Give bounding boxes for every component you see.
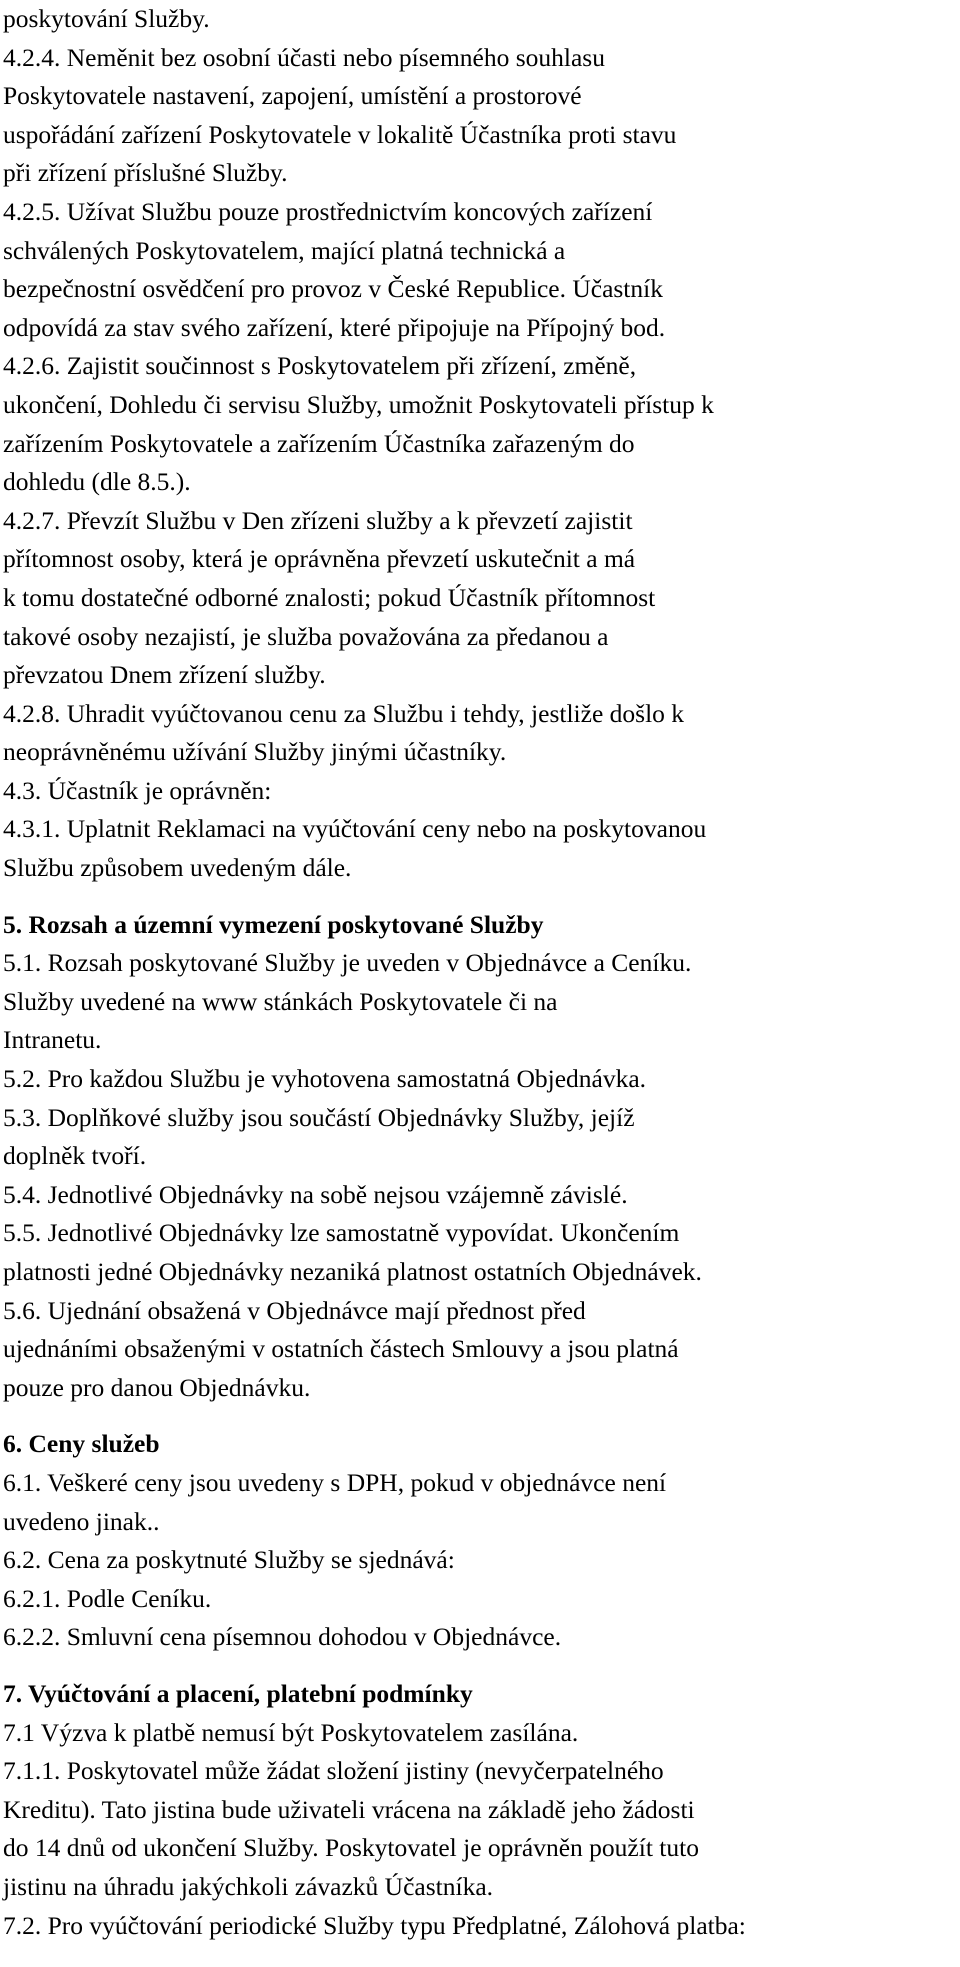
- text-line: 5.4. Jednotlivé Objednávky na sobě nejsou vzájemně závislé.: [3, 1179, 628, 1209]
- paragraph: [3, 695, 958, 772]
- text-line: Služby uvedené na www stánkách Poskytovatele či na: [3, 986, 558, 1016]
- text-line: Intranetu.: [3, 1025, 102, 1055]
- text-line: 6.2.2. Smluvní cena písemnou dohodou v Objednávce.: [3, 1622, 562, 1652]
- paragraph: [3, 1099, 958, 1176]
- paragraph: [3, 0, 958, 39]
- section-heading: [3, 1675, 958, 1714]
- paragraph: [3, 347, 958, 501]
- section-spacer: [3, 1657, 958, 1675]
- paragraph: [3, 1464, 958, 1541]
- heading-text: 7. Vyúčtování a placení, platební podmínky: [3, 1678, 473, 1708]
- text-line: platnosti jedné Objednávky nezaniká platnost ostatních Objednávek.: [3, 1257, 702, 1286]
- paragraph: [3, 810, 958, 887]
- text-line: Službu způsobem uvedeným dále.: [3, 853, 352, 883]
- text-line: k tomu dostatečné odborné znalosti; pokud Účastník přítomnost: [3, 582, 656, 612]
- paragraph: [3, 1580, 958, 1619]
- paragraph: [3, 1176, 958, 1215]
- text-line: odpovídá za stav svého zařízení, které připojuje na Přípojný bod.: [3, 312, 666, 342]
- text-line: ukončení, Dohledu či servisu Služby, umožnit Poskytovateli přístup k: [3, 389, 714, 419]
- text-line: přítomnost osoby, která je oprávněna převzetí uskutečnit a má: [3, 544, 636, 574]
- section-heading: [3, 1425, 958, 1464]
- text-line: bezpečnostní osvědčení pro provoz v České Republice. Účastník: [3, 274, 663, 304]
- text-line: jistinu na úhradu jakýchkoli závazků Účastníka.: [3, 1871, 494, 1901]
- text-line: takové osoby nezajistí, je služba považována za předanou a: [3, 621, 609, 651]
- text-line: 4.2.5. Užívat Službu pouze prostřednictvím koncových zařízení: [3, 196, 653, 226]
- text-line: 4.2.6. Zajistit součinnost s Poskytovatelem při zřízení, změně,: [3, 351, 637, 381]
- text-line: uspořádání zařízení Poskytovatele v lokalitě Účastníka proti stavu: [3, 119, 677, 149]
- text-line: zařízením Poskytovatele a zařízením Účastníka zařazeným do: [3, 428, 635, 458]
- text-line: 4.3. Účastník je oprávněn:: [3, 775, 272, 805]
- heading-text: 6. Ceny služeb: [3, 1429, 160, 1459]
- text-line: pouze pro danou Objednávku.: [3, 1372, 311, 1402]
- paragraph: [3, 1541, 958, 1580]
- text-line: 4.2.8. Uhradit vyúčtovanou cenu za Službu i tehdy, jestliže došlo k: [3, 698, 685, 728]
- text-line: Kreditu). Tato jistina bude uživateli vrácena na základě jeho žádosti: [3, 1794, 695, 1824]
- paragraph: [3, 1214, 958, 1291]
- text-line: uvedeno jinak..: [3, 1506, 160, 1536]
- heading-text: 5. Rozsah a územní vymezení poskytované Služby: [3, 909, 544, 939]
- text-line: 5.2. Pro každou Službu je vyhotovena samostatná Objednávka.: [3, 1064, 647, 1094]
- text-line: 4.2.7. Převzít Službu v Den zřízeni služby a k převzetí zajistit: [3, 505, 633, 535]
- text-line: Poskytovatele nastavení, zapojení, umístění a prostorové: [3, 81, 582, 111]
- text-line: schválených Poskytovatelem, mající platná technická a: [3, 235, 566, 265]
- paragraph: [3, 1292, 958, 1408]
- text-line: neoprávněnému užívání Služby jinými účastníky.: [3, 737, 507, 767]
- text-line: 7.1 Výzva k platbě nemusí být Poskytovatelem zasílána.: [3, 1717, 579, 1747]
- text-line: ujednáními obsaženými v ostatních částech Smlouvy a jsou platná: [3, 1334, 679, 1364]
- paragraph: [3, 1060, 958, 1099]
- text-line: převzatou Dnem zřízení služby.: [3, 660, 326, 690]
- paragraph: [3, 39, 958, 193]
- text-line: 4.3.1. Uplatnit Reklamaci na vyúčtování ceny nebo na poskytovanou: [3, 814, 707, 844]
- paragraph: [3, 1752, 958, 1906]
- paragraph: [3, 502, 958, 695]
- section-heading: [3, 906, 958, 945]
- paragraph: [3, 1714, 958, 1753]
- text-line: 6.2.1. Podle Ceníku.: [3, 1583, 212, 1613]
- paragraph: [3, 1618, 958, 1657]
- text-line: 5.1. Rozsah poskytované Služby je uveden v Objednávce a Ceníku.: [3, 948, 692, 978]
- text-line: 6.2. Cena za poskytnuté Služby se sjednává:: [3, 1545, 455, 1575]
- text-line: dohledu (dle 8.5.).: [3, 467, 191, 497]
- document-page: [3, 0, 958, 1945]
- text-line: poskytování Služby.: [3, 4, 210, 33]
- text-line: 6.1. Veškeré ceny jsou uvedeny s DPH, pokud v objednávce není: [3, 1467, 667, 1497]
- text-line: 5.5. Jednotlivé Objednávky lze samostatně vypovídat. Ukončením: [3, 1218, 680, 1248]
- section-spacer: [3, 888, 958, 906]
- text-line: do 14 dnů od ukončení Služby. Poskytovatel je oprávněn použít tuto: [3, 1833, 699, 1863]
- text-line: 5.6. Ujednání obsažená v Objednávce mají přednost před: [3, 1295, 586, 1325]
- paragraph: [3, 772, 958, 811]
- section-spacer: [3, 1407, 958, 1425]
- text-line: doplněk tvoří.: [3, 1141, 147, 1171]
- text-line: 7.2. Pro vyúčtování periodické Služby typu Předplatné, Zálohová platba:: [3, 1910, 746, 1940]
- paragraph: [3, 1907, 958, 1946]
- paragraph: [3, 944, 958, 1060]
- text-line: 5.3. Doplňkové služby jsou součástí Objednávky Služby, jejíž: [3, 1102, 635, 1132]
- text-line: 4.2.4. Neměnit bez osobní účasti nebo písemného souhlasu: [3, 42, 605, 72]
- text-line: při zřízení příslušné Služby.: [3, 158, 288, 188]
- paragraph: [3, 193, 958, 347]
- text-line: 7.1.1. Poskytovatel může žádat složení jistiny (nevyčerpatelného: [3, 1756, 664, 1786]
